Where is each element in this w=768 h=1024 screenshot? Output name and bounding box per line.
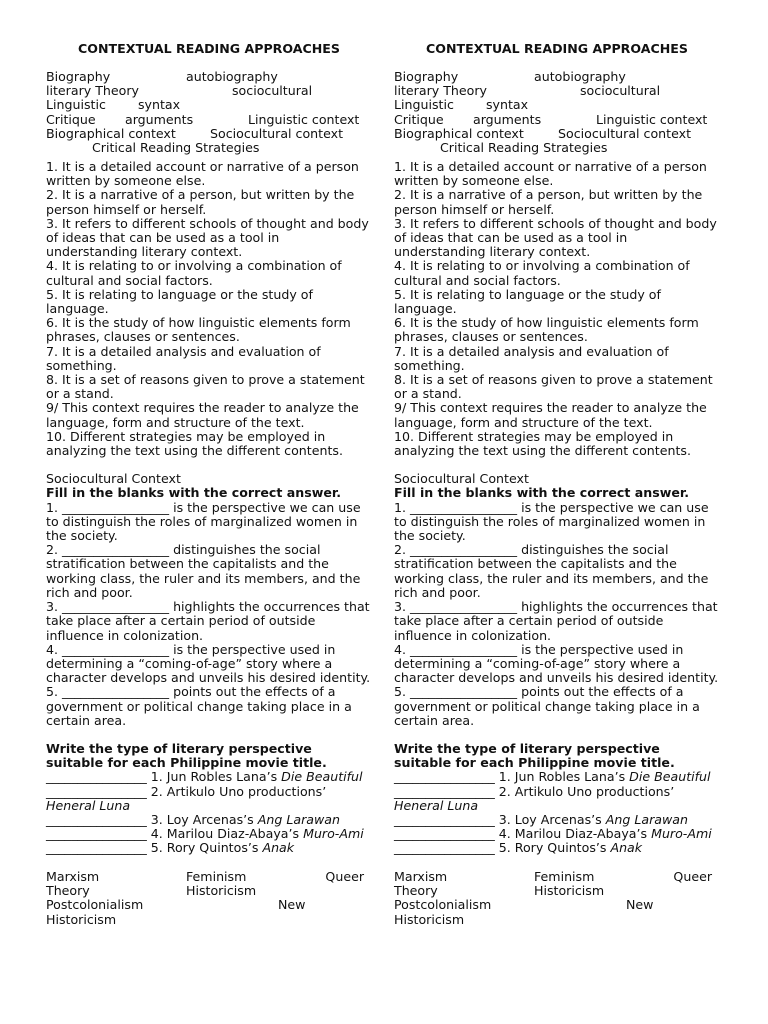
movie-item [394, 813, 720, 827]
definition-item: 9/ This context requires the reader to analyze the language, form and structure of the text. [394, 400, 707, 430]
definition-item: 2. It is a narrative of a person, but written by the person himself or herself. [394, 187, 703, 217]
section-instruction: Write the type of literary perspective suitable for each Philippine movie title. [46, 740, 327, 771]
movie-title: Muro-Ami [303, 826, 364, 842]
definition-item: 7. It is a detailed analysis and evaluation of something. [46, 343, 321, 373]
movie-prefix: ________________ 1. Jun Robles Lana’s [46, 769, 282, 785]
choice-feminism: Feminism [186, 868, 247, 884]
fill-item: 5. _________________ points out the effects of a government or political change taking place in a certain area. [394, 684, 700, 728]
term-biography: Biography [394, 69, 459, 84]
movie-prefix: ________________ 5. Rory Quintos’s [46, 840, 263, 856]
fill-item: 3. _________________ highlights the occurrences that take place after a certain period of outside influence in colonization. [394, 599, 718, 643]
definition-item: 5. It is relating to language or the study of language. [394, 286, 661, 317]
movie-prefix: ________________ 4. Marilou Diaz-Abaya’s [394, 826, 652, 842]
definition-item: 8. It is a set of reasons given to prove a statement or a stand. [46, 372, 365, 402]
choice-historicism: Historicism [186, 882, 257, 898]
section-instruction: Write the type of literary perspective suitable for each Philippine movie title. [394, 740, 675, 771]
terms-list [394, 69, 720, 155]
choice-queer: Queer [325, 868, 364, 884]
choice-marxism: Marxism [46, 868, 100, 884]
fill-item: 2. _________________ distinguishes the social stratification between the capitalists and the working class, the ruler and its members, and the rich and poor. [394, 542, 709, 600]
definition-item: 5. It is relating to language or the study of language. [46, 286, 313, 317]
movie-prefix: ________________ 4. Marilou Diaz-Abaya’s [46, 826, 304, 842]
definition-item: 1. It is a detailed account or narrative of a person written by someone else. [394, 159, 707, 189]
movie-prefix: ________________ 3. Loy Arcenas’s [394, 811, 606, 827]
answer-choices [394, 870, 720, 926]
definitions [46, 160, 372, 458]
definition-item: 7. It is a detailed analysis and evaluation of something. [394, 343, 669, 373]
definition-item: 9/ This context requires the reader to analyze the language, form and structure of the text. [46, 400, 359, 430]
definition-item: 8. It is a set of reasons given to prove a statement or a stand. [394, 372, 713, 402]
fill-in-section [46, 472, 372, 728]
movie-item [394, 770, 720, 784]
term-sociocultural: sociocultural [232, 83, 313, 98]
term-linguistic-context: Linguistic context [596, 112, 708, 127]
term-linguistic-context: Linguistic context [248, 112, 360, 127]
choice-historicism: Historicism [534, 882, 605, 898]
page-title: CONTEXTUAL READING APPROACHES [78, 41, 340, 56]
choice-historicism-2: Historicism [394, 911, 465, 927]
term-critique: Critique [46, 112, 96, 127]
movie-title: Heneral Luna [394, 797, 479, 813]
movie-prefix: ________________ 5. Rory Quintos’s [394, 840, 611, 856]
movie-title: Ang Larawan [605, 811, 688, 827]
movie-title: Anak [262, 840, 295, 856]
movie-prefix: ________________ 2. Artikulo Uno productions’ [394, 783, 675, 799]
term-biographical-context: Biographical context [394, 126, 524, 141]
term-critical-reading-strategies: Critical Reading Strategies [440, 140, 608, 155]
term-biographical-context: Biographical context [46, 126, 176, 141]
term-critical-reading-strategies: Critical Reading Strategies [92, 140, 260, 155]
fill-item: 1. _________________ is the perspective we can use to distinguish the roles of marginalized women in the society. [46, 499, 361, 544]
choice-theory: Theory [394, 882, 438, 898]
movie-title: Die Beautiful [281, 769, 363, 785]
fill-item: 1. _________________ is the perspective we can use to distinguish the roles of marginalized women in the society. [394, 499, 709, 544]
term-syntax: syntax [138, 97, 181, 112]
fill-item: 3. _________________ highlights the occurrences that take place after a certain period of outside influence in colonization. [46, 599, 370, 643]
choice-historicism-2: Historicism [46, 911, 117, 927]
definitions [394, 160, 720, 458]
movie-item [46, 770, 372, 784]
choice-new: New [278, 896, 306, 912]
term-sociocultural: sociocultural [580, 83, 661, 98]
movie-section [46, 742, 372, 856]
page-title: CONTEXTUAL READING APPROACHES [426, 41, 688, 56]
term-autobiography: autobiography [534, 69, 626, 84]
choice-queer: Queer [673, 868, 712, 884]
movie-item [46, 785, 372, 813]
definition-item: 3. It refers to different schools of thought and body of ideas that can be used as a tool in understanding literary context. [46, 215, 369, 260]
terms-list [46, 69, 372, 155]
section-heading: Sociocultural Context [46, 471, 181, 487]
movie-item [394, 841, 720, 855]
movie-item [46, 813, 372, 827]
section-instruction: Fill in the blanks with the correct answer. [46, 485, 342, 501]
term-autobiography: autobiography [186, 69, 278, 84]
term-literary-theory: literary Theory [46, 83, 139, 98]
movie-item [46, 827, 372, 841]
movie-prefix: ________________ 1. Jun Robles Lana’s [394, 769, 630, 785]
choice-marxism: Marxism [394, 868, 448, 884]
choice-theory: Theory [46, 882, 90, 898]
movie-title: Anak [610, 840, 643, 856]
movie-title: Heneral Luna [46, 797, 131, 813]
fill-item: 2. _________________ distinguishes the social stratification between the capitalists and the working class, the ruler and its members, and the rich and poor. [46, 542, 361, 600]
movie-title: Ang Larawan [257, 811, 340, 827]
term-critique: Critique [394, 112, 444, 127]
definition-item: 4. It is relating to or involving a combination of cultural and social factors. [46, 258, 342, 288]
worksheet-right [394, 0, 720, 926]
term-sociocultural-context: Sociocultural context [210, 126, 344, 141]
definition-item: 10. Different strategies may be employed in analyzing the text using the different contents. [394, 428, 691, 459]
worksheet-left [46, 0, 372, 926]
movie-item [394, 827, 720, 841]
term-arguments: arguments [125, 112, 194, 127]
choice-postcolonialism: Postcolonialism [394, 896, 492, 912]
term-linguistic: Linguistic [394, 97, 454, 112]
fill-in-section [394, 472, 720, 728]
definition-item: 10. Different strategies may be employed in analyzing the text using the different contents. [46, 428, 343, 459]
movie-item [46, 841, 372, 855]
movie-title: Muro-Ami [651, 826, 712, 842]
fill-item: 4. _________________ is the perspective used in determining a “coming-of-age” story where a character develops and unveils his desired identity. [46, 641, 371, 686]
movie-prefix: ________________ 3. Loy Arcenas’s [46, 811, 258, 827]
term-syntax: syntax [486, 97, 529, 112]
term-literary-theory: literary Theory [394, 83, 487, 98]
term-biography: Biography [46, 69, 111, 84]
definition-item: 6. It is the study of how linguistic elements form phrases, clauses or sentences. [394, 315, 699, 345]
term-sociocultural-context: Sociocultural context [558, 126, 692, 141]
movie-title: Die Beautiful [629, 769, 711, 785]
definition-item: 6. It is the study of how linguistic elements form phrases, clauses or sentences. [46, 315, 351, 345]
movie-section [394, 742, 720, 856]
definition-item: 4. It is relating to or involving a combination of cultural and social factors. [394, 258, 690, 288]
choice-feminism: Feminism [534, 868, 595, 884]
fill-item: 5. _________________ points out the effects of a government or political change taking place in a certain area. [46, 684, 352, 728]
definition-item: 3. It refers to different schools of thought and body of ideas that can be used as a tool in understanding literary context. [394, 215, 717, 260]
term-arguments: arguments [473, 112, 542, 127]
definition-item: 1. It is a detailed account or narrative of a person written by someone else. [46, 159, 359, 189]
fill-item: 4. _________________ is the perspective used in determining a “coming-of-age” story where a character develops and unveils his desired identity. [394, 641, 719, 686]
choice-new: New [626, 896, 654, 912]
movie-prefix: ________________ 2. Artikulo Uno productions’ [46, 783, 327, 799]
movie-item [394, 785, 720, 813]
choice-postcolonialism: Postcolonialism [46, 896, 144, 912]
section-heading: Sociocultural Context [394, 471, 529, 487]
answer-choices [46, 870, 372, 926]
section-instruction: Fill in the blanks with the correct answer. [394, 485, 690, 501]
definition-item: 2. It is a narrative of a person, but written by the person himself or herself. [46, 187, 355, 217]
term-linguistic: Linguistic [46, 97, 106, 112]
